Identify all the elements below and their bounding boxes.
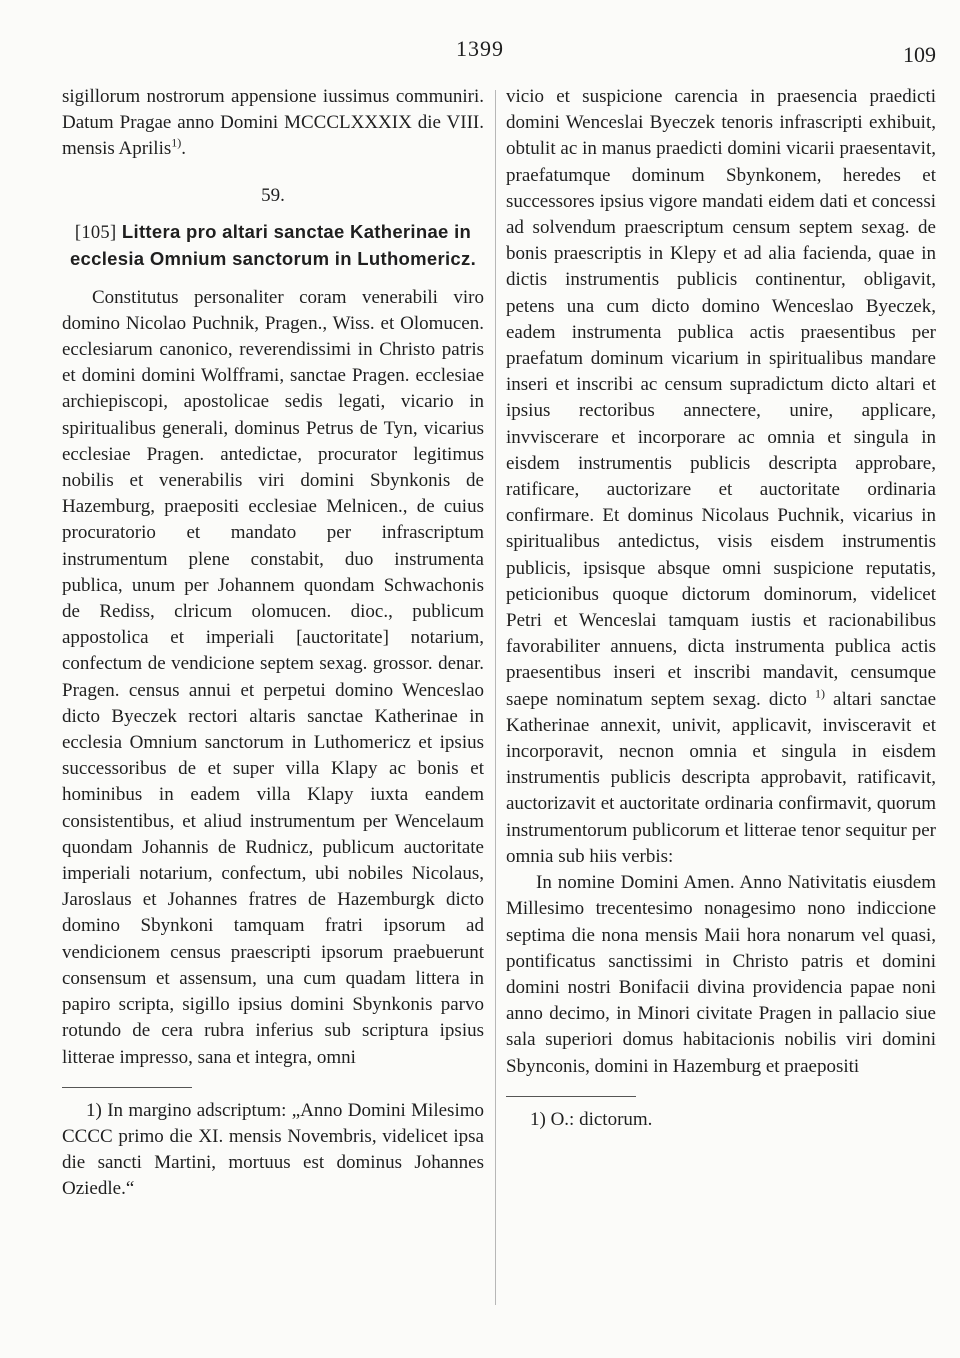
column-divider xyxy=(495,90,496,1305)
footnote-reference: 1) xyxy=(171,136,182,151)
right-column xyxy=(506,84,936,1133)
intro-end: . xyxy=(181,138,187,160)
right-body-text-b: altari sanctae Katherinae annexit, univit, applicavit, invisceravit et incorporavit, necnon omnia et singula in eisdem instrumentis publicis descripta approbavit, ratificavit, auctorizavit et auctoritate ordinaria confirmavit, quorum instrumentorum publicorum et litterae tenor sequitur per omnia sub hiis verbis: xyxy=(506,688,937,867)
intro-text: sigillorum nostrorum appensione iussimus communiri. Datum Pragae anno Domini MCCCLXXXIX die VIII. mensis Aprilis xyxy=(62,86,484,160)
left-footnote-text: In margino adscriptum: „Anno Domini Milesimo CCCC primo die XI. mensis Novembris, videlicet ipsa die sancti Martini, mortuus est dominus Johannes Oziedle.“ xyxy=(62,1099,484,1200)
right-body-paragraph-1 xyxy=(506,84,936,870)
document-title xyxy=(62,219,484,271)
left-column xyxy=(62,84,484,1203)
right-body-paragraph-2: In nomine Domini Amen. Anno Nativitatis eiusdem Millesimo trecentesimo nonagesimo nono indiccione septima die nona mensis Maii hora nonarum vel quasi, pontificatus sanctissimi in Christo patris et domini domini nostri Bonifacii divina providencia papae noni anno decimo, in Minori civitate Pragen in pallacio siue sala superiori domus habitacionis nobilis viri domini Sbynconis, domini in Hazemburg et praepositi xyxy=(506,872,936,1077)
page-number: 109 xyxy=(903,42,936,67)
left-body-paragraph: Constitutus personaliter coram venerabili viro domino Nicolao Puchnik, Pragen., Wiss. et Olomucen. ecclesiarum canonico, reverendissimi in Christo patris et domini domini Wolfframi, sanctae Pragen. ecclesiae archiepiscopi, apostolicae sedis legati, vicario in spiritualibus generali, dominus Petrus de Tyn, vicarius ecclesiae Pragen. antedictae, procurator legitimus nobilis et venerabilis viri domini Sbynkonis de Hazemburg, praepositi ecclesiae Melnicen., de cuius procuratorio et mandato per infrascriptum instrumentum plene constabit, duo instrumenta publica, unum per Johannem quondam Schwachonis de Rediss, clricum olomucen. dioc., publicum appostolica et imperiali [auctoritate] notarium, confectum de vendicione septem sexag. grossor. denar. Pragen. census annui et perpetui domino Wenceslao dicto Byeczek rectori altaris sanctae Katherinae in ecclesia Omnium sanctorum in Luthomericz et ipsius successoribus de et super villa Klapy ac bonis et hominibus in eadem villa Klapy iuxta eandem consistentibus, et aliud instrumentum per Wencelaum quondam Johannis de Rudnicz, publicum auctoritate imperiali notarium, confectum, ubi nobiles Nicolaus, Jaroslaus et Johannes fratres de Hazemburgk dicto domino Sbynkoni tamquam fratri ipsorum ad vendicionem census praescripti ipsorum praebuerunt consensum et assensum, una cum quadam littera in papiro scripta, sigillo ipsius domini Sbynkonis parvo rotundo de cera rubra inferius sub scriptura ipsius litterae impresso, sana et integra, omni xyxy=(62,286,484,1068)
footnote-divider xyxy=(506,1096,636,1097)
intro-paragraph xyxy=(62,84,484,163)
right-footnote-mark: 1) xyxy=(530,1108,546,1130)
left-footnote-mark: 1) xyxy=(86,1099,102,1121)
document-title-number: [105] xyxy=(74,222,117,243)
left-footnote xyxy=(62,1098,484,1203)
footnote-reference: 1) xyxy=(814,686,825,701)
document-title-text: Littera pro altari sanctae Katherinae in ecclesia Omnium sanctorum in Luthomericz. xyxy=(69,220,477,269)
page-year-header: 1399 xyxy=(456,36,504,61)
footnote-divider xyxy=(62,1087,192,1088)
right-footnote-text: O.: dictorum. xyxy=(550,1108,653,1130)
right-footnote xyxy=(506,1107,936,1133)
right-body-text-a: vicio et suspicione carencia in praesencia praedicti domini Wenceslai Byeczek tenoris infrascripti exhibuit, obtulit ac in manus praedicti domini vicarii praesentavit, praefatumque dominum Sbynkonem, heredes et successores ipsius vigore mandati eidem dati et concessi ad solvendum praescriptum censum septem sexag. de bonis praescriptis in Klepy et ad alia facienda, quae in dictis instrumentis publicis continentur, obligavit, petens una cum dicto domino Wenceslao Byeczek, eadem instrumenta publica actis praesentibus per praefatum dominum vicarium in spiritualibus mandare inseri et inscribi ac censum supradictum dicto altari et ipsius rectoribus annectere, unire, applicare, invviscerare et incorporare ac omnia et singula in eisdem instrumentis publicis descripta approbare, ratificare, auctorizare et auctoritate ordinaria confirmare. Et dominus Nicolaus Puchnik, vicarius in spiritualibus antedictus, visis eisdem instrumentis publicis, ipsisque absque omni suspicione reputatis, peticionibus quoque dictorum dominorum, videlicet Petri et Wenceslai tamquam iustis et racionabilibus favorabiliter annuens, dicta instrumenta publica actis praesentibus inseri et inscribi mandavit, censumque saepe nominatum septem sexag. dicto xyxy=(506,86,936,710)
document-number: 59. xyxy=(261,184,285,206)
